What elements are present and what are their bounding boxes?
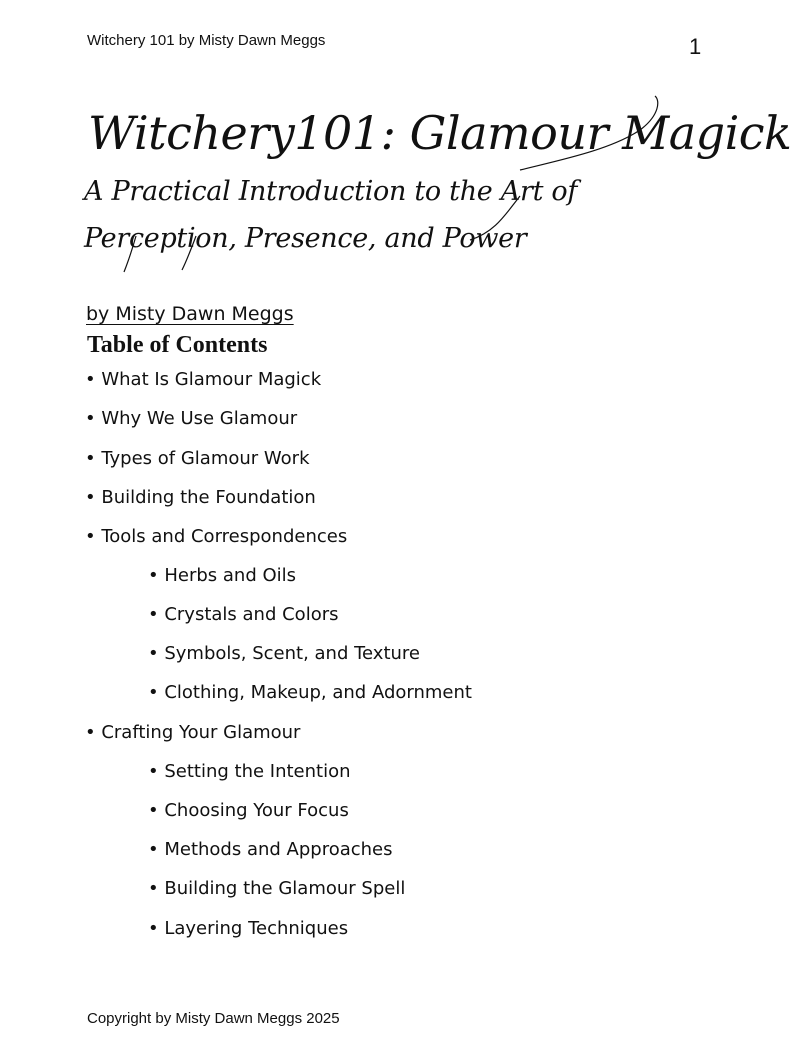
document-title: Witchery101: Glamour Magick xyxy=(88,106,792,160)
running-header: Witchery 101 by Misty Dawn Meggs xyxy=(87,32,326,49)
toc-item: • Tools and Correspondences xyxy=(85,526,348,547)
toc-subitem: • Symbols, Scent, and Texture xyxy=(148,643,420,664)
toc-item: • Why We Use Glamour xyxy=(85,408,298,429)
toc-subitem: • Building the Glamour Spell xyxy=(148,878,406,899)
toc-heading: Table of Contents xyxy=(87,332,268,358)
toc-subitem: • Choosing Your Focus xyxy=(148,800,349,821)
toc-subitem: • Layering Techniques xyxy=(148,918,349,939)
toc-item: • Types of Glamour Work xyxy=(85,448,310,469)
toc-subitem: • Setting the Intention xyxy=(148,761,351,782)
toc-subitem: • Crystals and Colors xyxy=(148,604,339,625)
toc-item: • Crafting Your Glamour xyxy=(85,722,301,743)
document-subtitle-line-1: A Practical Introduction to the Art of xyxy=(84,176,578,207)
toc-subitem: • Methods and Approaches xyxy=(148,839,393,860)
toc-item: • What Is Glamour Magick xyxy=(85,369,322,390)
toc-subitem: • Herbs and Oils xyxy=(148,565,297,586)
toc-item: • Building the Foundation xyxy=(85,487,316,508)
document-subtitle-line-2: Perception, Presence, and Power xyxy=(84,223,527,254)
author-byline: by Misty Dawn Meggs xyxy=(86,303,294,325)
copyright-footer: Copyright by Misty Dawn Meggs 2025 xyxy=(87,1010,340,1027)
page-number: 1 xyxy=(689,34,702,59)
toc-subitem: • Clothing, Makeup, and Adornment xyxy=(148,682,472,703)
